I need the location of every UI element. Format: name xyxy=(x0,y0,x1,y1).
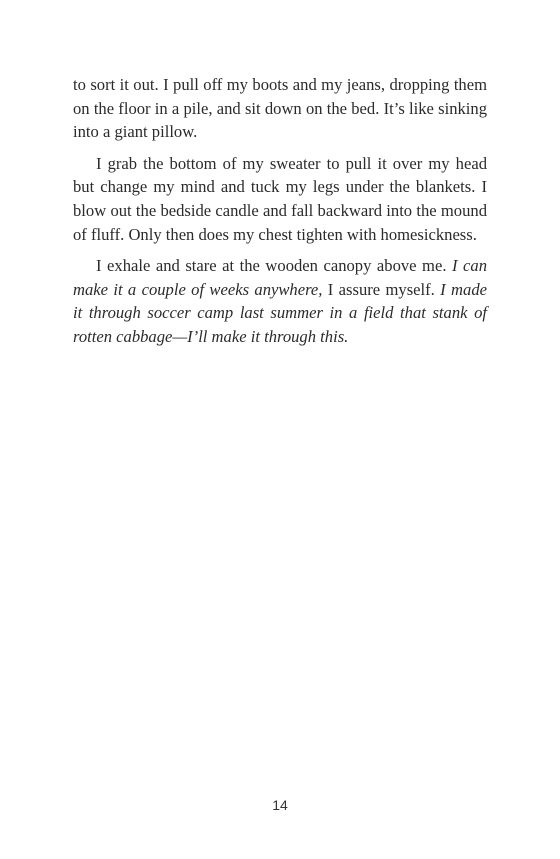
paragraph-3-text: I exhale and stare at the wooden canopy above me. xyxy=(96,256,452,276)
paragraph-3 xyxy=(73,254,487,348)
paragraph-3-italic-thought: I can make it a couple of weeks anywhere, xyxy=(73,256,487,299)
paragraph-3-text-continued: I assure myself. xyxy=(322,279,441,299)
body-text xyxy=(73,73,487,357)
paragraph-2: I grab the bottom of my sweater to pull it over my head but change my mind and tuck my legs under the blankets. I blow out the bedside candle and fall backward into the mound of fluff. Only then does my chest tighten with homesickness. xyxy=(73,153,487,244)
paragraph-3-italic-thought-continued: I made it through soccer camp last summer in a field that stank of rotten cabbage—I’ll make it through this. xyxy=(73,279,487,346)
page-number: 14 xyxy=(272,797,288,813)
paragraph-1: to sort it out. I pull off my boots and my jeans, dropping them on the floor in a pile, and sit down on the bed. It’s like sinking into a giant pillow. xyxy=(73,75,487,142)
